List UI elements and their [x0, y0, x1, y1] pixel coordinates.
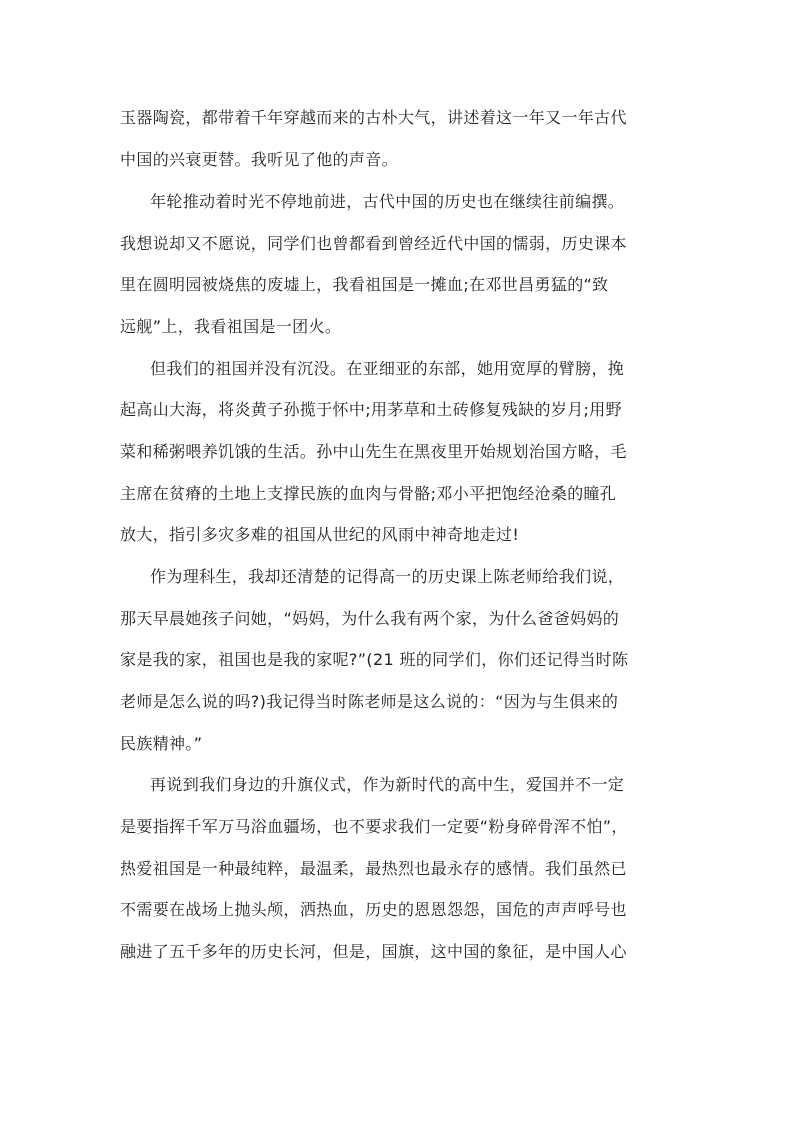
text-line: 我想说却又不愿说，同学们也曾都看到曾经近代中国的懦弱，历史课本: [120, 234, 627, 253]
text-line: 老师是怎么说的吗?)我记得当时陈老师是这么说的：“因为与生俱来的: [120, 692, 619, 711]
text-line: 远舰”上，我看祖国是一团火。: [120, 317, 342, 336]
text-line: 菜和稀粥喂养饥饿的生活。孙中山先生在黑夜里开始规划治国方略，毛: [120, 442, 627, 461]
text-line: 玉器陶瓷，都带着千年穿越而来的古朴大气，讲述着这一年又一年古代: [120, 108, 627, 127]
text-line: 主席在贫瘠的土地上支撑民族的血肉与骨骼;邓小平把饱经沧桑的瞳孔: [120, 484, 617, 503]
paragraph-start-line: 年轮推动着时光不停地前进，古代中国的历史也在继续往前编撰。: [150, 192, 625, 211]
paragraph-start-line: 但我们的祖国并没有沉没。在亚细亚的东部，她用宽厚的臂膀，挽: [150, 359, 625, 378]
text-line: 那天早晨她孩子问她，“妈妈，为什么我有两个家，为什么爸爸妈妈的: [120, 609, 620, 628]
text-line: 中国的兴衰更替。我听见了他的声音。: [120, 150, 398, 169]
text-line: 放大，指引多灾多难的祖国从世纪的风雨中神奇地走过!: [120, 525, 520, 544]
text-line: 是要指挥千军万马浴血疆场，也不要求我们一定要“粉身碎骨浑不怕”，: [120, 817, 628, 836]
text-line: 里在圆明园被烧焦的废墟上，我看祖国是一摊血;在邓世昌勇猛的“致: [120, 275, 609, 294]
text-line: 热爱祖国是一种最纯粹，最温柔，最热烈也最永存的感情。我们虽然已: [120, 859, 627, 878]
text-line: 不需要在战场上抛头颅，洒热血，历史的恩恩怨怨，国危的声声呼号也: [120, 900, 627, 919]
paragraph-start-line: 作为理科生，我却还清楚的记得高一的历史课上陈老师给我们说，: [150, 567, 625, 586]
text-line: 起高山大海，将炎黄子孙揽于怀中;用茅草和土砖修复残缺的岁月;用野: [120, 400, 622, 419]
text-line: 家是我的家，祖国也是我的家呢?”(21 班的同学们，你们还记得当时陈: [120, 650, 629, 669]
paragraph-start-line: 再说到我们身边的升旗仪式，作为新时代的高中生，爱国并不一定: [150, 775, 625, 794]
text-line: 民族精神。”: [120, 734, 203, 753]
text-line: 融进了五千多年的历史长河，但是，国旗，这中国的象征，是中国人心: [120, 942, 627, 961]
